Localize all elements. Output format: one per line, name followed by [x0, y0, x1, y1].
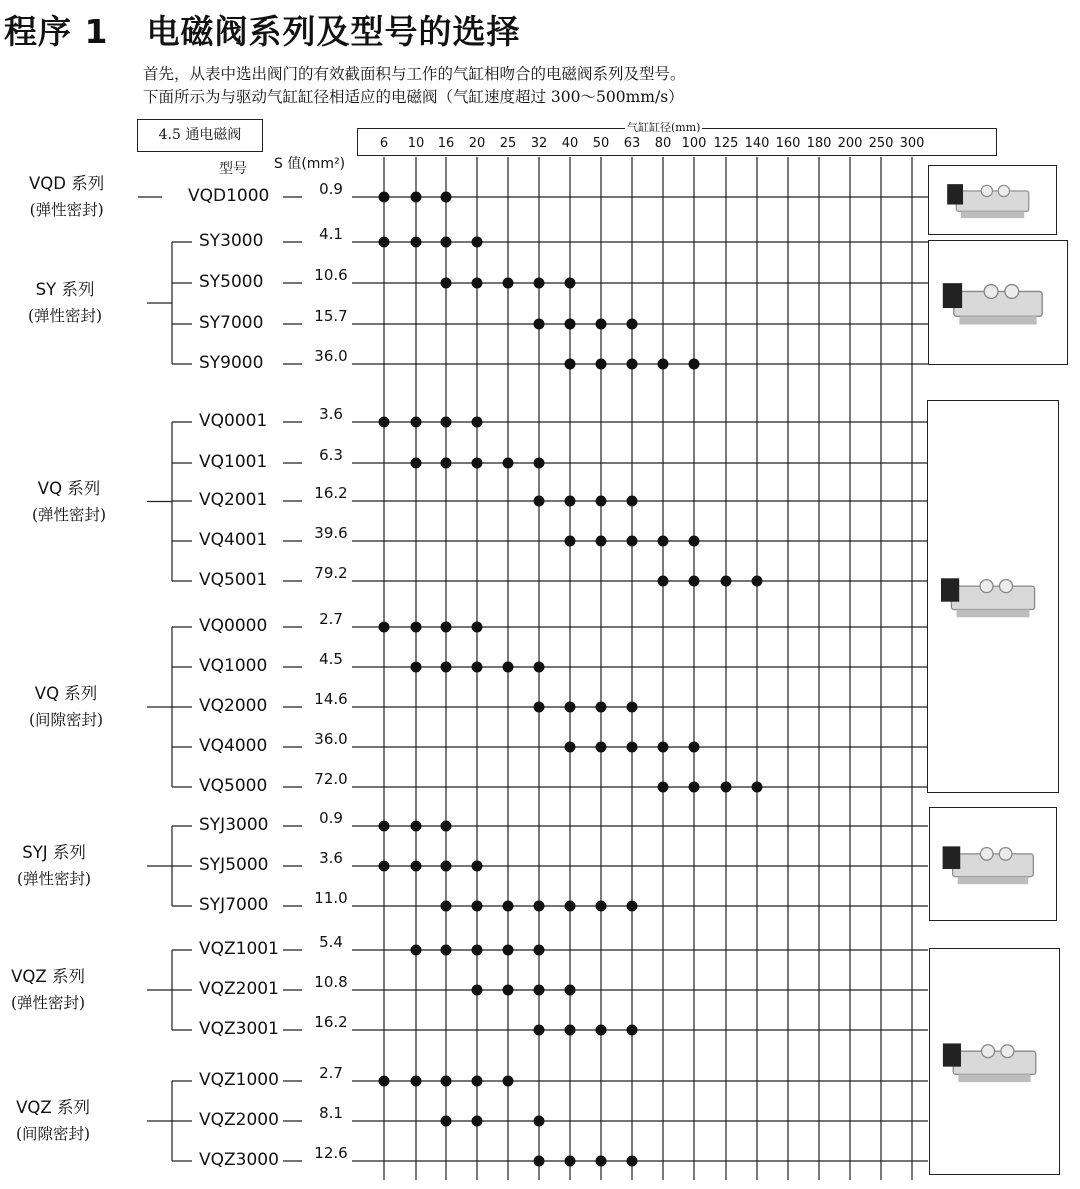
dot-SYJ7000-40 — [565, 901, 576, 912]
s-value: 10.8 — [314, 973, 348, 991]
s-value-header: S 值(mm²) — [274, 156, 346, 172]
dot-VQ5000-140 — [752, 782, 763, 793]
dot-VQ1001-20 — [472, 458, 483, 469]
model-label: VQ1001 — [199, 452, 268, 472]
bore-label-50: 50 — [592, 136, 610, 151]
series-label — [11, 964, 85, 1016]
bore-label-80: 80 — [654, 136, 672, 151]
dot-SY3000-10 — [411, 237, 422, 248]
series-seal-type: (弹性密封) — [29, 201, 104, 219]
dot-SY5000-20 — [472, 278, 483, 289]
dot-VQ4000-50 — [596, 742, 607, 753]
dot-VQ5001-140 — [752, 576, 763, 587]
dot-VQ4001-40 — [565, 536, 576, 547]
model-label: SY7000 — [199, 313, 264, 333]
model-label: SYJ7000 — [199, 895, 269, 915]
model-label: VQZ1001 — [199, 939, 279, 959]
dot-SYJ7000-16 — [441, 901, 452, 912]
dot-VQ1001-32 — [534, 458, 545, 469]
bore-label-200: 200 — [837, 136, 863, 151]
s-value: 15.7 — [314, 307, 348, 325]
s-value: 36.0 — [314, 347, 348, 365]
bore-label-6: 6 — [379, 136, 389, 151]
dot-VQ4001-80 — [658, 536, 669, 547]
dot-VQ2001-63 — [627, 496, 638, 507]
dot-VQ0000-6 — [379, 622, 390, 633]
model-label: SY9000 — [199, 353, 264, 373]
dot-SY7000-63 — [627, 319, 638, 330]
dot-VQ1001-25 — [503, 458, 514, 469]
dot-VQ5000-80 — [658, 782, 669, 793]
series-name: VQZ 系列 — [16, 1098, 90, 1117]
series-name: SY 系列 — [35, 280, 95, 299]
series-seal-type: (弹性密封) — [32, 505, 107, 524]
dot-SYJ5000-6 — [379, 861, 390, 872]
dot-VQZ1000-10 — [411, 1076, 422, 1087]
bore-label-250: 250 — [868, 136, 894, 151]
s-value: 12.6 — [314, 1144, 348, 1162]
dot-SY9000-80 — [658, 359, 669, 370]
valve-photo-icon — [930, 808, 1056, 920]
series-seal-type: (弹性密封) — [17, 870, 92, 888]
valve-photo — [927, 400, 1059, 793]
model-label: VQ1000 — [199, 656, 268, 676]
dot-VQ4000-63 — [627, 742, 638, 753]
series-label — [28, 277, 102, 329]
dot-SY7000-32 — [534, 319, 545, 330]
dot-VQZ2001-20 — [472, 985, 483, 996]
s-value: 2.7 — [319, 610, 343, 628]
series-name: SYJ 系列 — [22, 843, 86, 862]
dot-VQZ3000-63 — [627, 1156, 638, 1167]
series-label — [16, 1095, 90, 1147]
dot-VQ1000-32 — [534, 662, 545, 673]
dot-VQZ2001-32 — [534, 985, 545, 996]
dot-SYJ7000-63 — [627, 901, 638, 912]
dot-SY9000-63 — [627, 359, 638, 370]
dot-VQ4001-100 — [689, 536, 700, 547]
dot-VQ1000-16 — [441, 662, 452, 673]
dot-SY7000-40 — [565, 319, 576, 330]
dot-VQ1001-10 — [411, 458, 422, 469]
valve-photo-icon — [930, 949, 1059, 1174]
valve-photo — [928, 240, 1068, 365]
dot-SYJ7000-20 — [472, 901, 483, 912]
dot-VQ0000-20 — [472, 622, 483, 633]
dot-VQZ3001-32 — [534, 1025, 545, 1036]
series-name: VQ 系列 — [37, 478, 101, 498]
s-value: 6.3 — [319, 446, 343, 464]
bore-label-32: 32 — [530, 136, 548, 151]
dot-SYJ3000-16 — [441, 821, 452, 832]
bore-label-25: 25 — [499, 136, 517, 151]
dot-VQ1001-16 — [441, 458, 452, 469]
dot-VQZ1001-32 — [534, 945, 545, 956]
dot-VQZ1001-25 — [503, 945, 514, 956]
dot-VQ1000-10 — [411, 662, 422, 673]
axis-title: 气缸缸径(mm) — [627, 121, 701, 134]
model-label: SYJ3000 — [199, 815, 269, 835]
dot-VQ2001-40 — [565, 496, 576, 507]
dot-SYJ3000-6 — [379, 821, 390, 832]
dot-SYJ7000-25 — [503, 901, 514, 912]
model-label: VQ4000 — [199, 736, 268, 756]
s-value: 16.2 — [314, 1013, 348, 1031]
dot-VQZ3000-32 — [534, 1156, 545, 1167]
model-label: VQZ3001 — [199, 1019, 279, 1039]
dot-SY9000-50 — [596, 359, 607, 370]
series-name: VQD 系列 — [29, 174, 105, 193]
dot-VQ0001-20 — [472, 417, 483, 428]
model-label: VQZ2001 — [199, 979, 279, 999]
dot-VQ4001-63 — [627, 536, 638, 547]
model-label: VQ0000 — [199, 616, 268, 636]
model-label: VQ2000 — [199, 696, 268, 716]
dot-VQZ1001-20 — [472, 945, 483, 956]
model-label: VQ4001 — [199, 530, 268, 550]
s-value: 79.2 — [314, 564, 348, 582]
dot-VQ2000-40 — [565, 702, 576, 713]
model-label: VQ5000 — [199, 776, 268, 796]
type-header: 型号 — [219, 161, 247, 177]
dot-VQZ1001-16 — [441, 945, 452, 956]
series-seal-type: (弹性密封) — [11, 994, 86, 1012]
step-number: 程序 1 — [4, 12, 109, 51]
s-value: 39.6 — [314, 524, 348, 542]
s-value: 0.9 — [319, 180, 343, 198]
s-value: 16.2 — [314, 484, 348, 502]
dot-VQ2001-50 — [596, 496, 607, 507]
dot-VQ5001-125 — [721, 576, 732, 587]
dot-SY5000-25 — [503, 278, 514, 289]
bore-label-20: 20 — [468, 136, 486, 151]
dot-VQZ3001-63 — [627, 1025, 638, 1036]
category-tag: 4.5 通电磁阀 — [137, 119, 263, 152]
s-value: 2.7 — [319, 1064, 343, 1082]
dot-VQZ2000-32 — [534, 1116, 545, 1127]
dot-VQZ2000-20 — [472, 1116, 483, 1127]
dot-VQ1000-25 — [503, 662, 514, 673]
bore-label-100: 100 — [681, 136, 707, 151]
bore-label-180: 180 — [806, 136, 832, 151]
dot-SY5000-16 — [441, 278, 452, 289]
dot-SY7000-50 — [596, 319, 607, 330]
dot-VQ0000-10 — [411, 622, 422, 633]
dot-VQ5001-80 — [658, 576, 669, 587]
dot-VQZ3000-40 — [565, 1156, 576, 1167]
dot-VQ2001-32 — [534, 496, 545, 507]
series-label — [29, 681, 103, 733]
dot-VQ5000-100 — [689, 782, 700, 793]
s-value: 0.9 — [319, 809, 343, 827]
series-name: VQZ 系列 — [11, 967, 85, 986]
dot-SY3000-20 — [472, 237, 483, 248]
valve-photo-icon — [928, 401, 1058, 792]
dot-VQ4001-50 — [596, 536, 607, 547]
bore-label-40: 40 — [561, 136, 579, 151]
series-name: VQ 系列 — [34, 684, 98, 703]
dot-SYJ7000-32 — [534, 901, 545, 912]
model-label: VQ2001 — [199, 490, 268, 510]
dot-VQZ3001-50 — [596, 1025, 607, 1036]
s-value: 72.0 — [314, 770, 348, 788]
dot-VQZ1001-10 — [411, 945, 422, 956]
s-value: 10.6 — [314, 266, 348, 284]
valve-photo — [928, 165, 1057, 235]
model-label: VQ5001 — [199, 570, 268, 590]
intro-line-1: 首先，从表中选出阀门的有效截面积与工作的气缸相吻合的电磁阀系列及型号。 — [143, 65, 686, 83]
model-label: VQZ3000 — [199, 1150, 279, 1170]
dot-VQZ1000-16 — [441, 1076, 452, 1087]
s-value: 14.6 — [314, 690, 348, 708]
bore-label-63: 63 — [623, 136, 641, 151]
bore-label-16: 16 — [437, 136, 455, 151]
dot-VQZ1000-20 — [472, 1076, 483, 1087]
model-label: SYJ5000 — [199, 855, 269, 875]
dot-VQZ2000-16 — [441, 1116, 452, 1127]
valve-photo — [929, 948, 1060, 1175]
model-label: SY3000 — [199, 231, 264, 251]
series-seal-type: (弹性密封) — [28, 307, 103, 325]
title-text: 电磁阀系列及型号的选择 — [146, 12, 521, 51]
model-label: VQZ2000 — [199, 1110, 279, 1130]
dot-VQ0001-16 — [441, 417, 452, 428]
dot-VQ5001-100 — [689, 576, 700, 587]
dot-SY9000-100 — [689, 359, 700, 370]
s-value: 4.5 — [319, 650, 343, 668]
dot-VQD1000-10 — [411, 192, 422, 203]
dot-VQ0001-10 — [411, 417, 422, 428]
dot-VQ4000-100 — [689, 742, 700, 753]
model-label: VQZ1000 — [199, 1070, 279, 1090]
s-value: 5.4 — [319, 933, 343, 951]
dot-VQ4000-40 — [565, 742, 576, 753]
valve-photo — [929, 807, 1057, 921]
dot-VQZ2001-40 — [565, 985, 576, 996]
dot-VQ2000-50 — [596, 702, 607, 713]
valve-photo-icon — [929, 241, 1067, 364]
s-value: 11.0 — [314, 889, 348, 907]
dot-VQZ1000-25 — [503, 1076, 514, 1087]
intro-line-2: 下面所示为与驱动气缸缸径相适应的电磁阀（气缸速度超过 300～500mm/s） — [143, 88, 684, 106]
dot-VQ1000-20 — [472, 662, 483, 673]
dot-VQZ3001-40 — [565, 1025, 576, 1036]
dot-VQ2000-32 — [534, 702, 545, 713]
dot-VQZ3000-50 — [596, 1156, 607, 1167]
dot-VQZ2001-25 — [503, 985, 514, 996]
model-label: VQ0001 — [199, 411, 268, 431]
s-value: 3.6 — [319, 405, 343, 423]
dot-VQD1000-16 — [441, 192, 452, 203]
bore-label-140: 140 — [744, 136, 770, 151]
dot-VQ2000-63 — [627, 702, 638, 713]
dot-SY5000-40 — [565, 278, 576, 289]
dot-SYJ5000-10 — [411, 861, 422, 872]
dot-VQ5000-125 — [721, 782, 732, 793]
dot-SYJ5000-20 — [472, 861, 483, 872]
series-label — [32, 476, 106, 528]
series-seal-type: (间隙密封) — [16, 1125, 91, 1143]
s-value: 4.1 — [319, 225, 343, 243]
s-value: 8.1 — [319, 1104, 343, 1122]
series-seal-type: (间隙密封) — [29, 711, 104, 729]
dot-SYJ3000-10 — [411, 821, 422, 832]
dot-SYJ5000-16 — [441, 861, 452, 872]
bore-label-125: 125 — [713, 136, 739, 151]
s-value: 36.0 — [314, 730, 348, 748]
dot-SY3000-16 — [441, 237, 452, 248]
series-label — [17, 840, 91, 892]
valve-photo-icon — [929, 166, 1056, 234]
s-value: 3.6 — [319, 849, 343, 867]
dot-VQZ1000-6 — [379, 1076, 390, 1087]
dot-SY5000-32 — [534, 278, 545, 289]
dot-VQ0000-16 — [441, 622, 452, 633]
dot-VQD1000-6 — [379, 192, 390, 203]
series-label — [29, 171, 104, 223]
bore-label-160: 160 — [775, 136, 801, 151]
bore-label-300: 300 — [899, 136, 925, 151]
dot-SY9000-40 — [565, 359, 576, 370]
model-label: SY5000 — [199, 272, 264, 292]
bore-label-10: 10 — [407, 136, 425, 151]
dot-VQ0001-6 — [379, 417, 390, 428]
model-label: VQD1000 — [188, 186, 270, 206]
dot-SY3000-6 — [379, 237, 390, 248]
dot-SYJ7000-50 — [596, 901, 607, 912]
dot-VQ4000-80 — [658, 742, 669, 753]
